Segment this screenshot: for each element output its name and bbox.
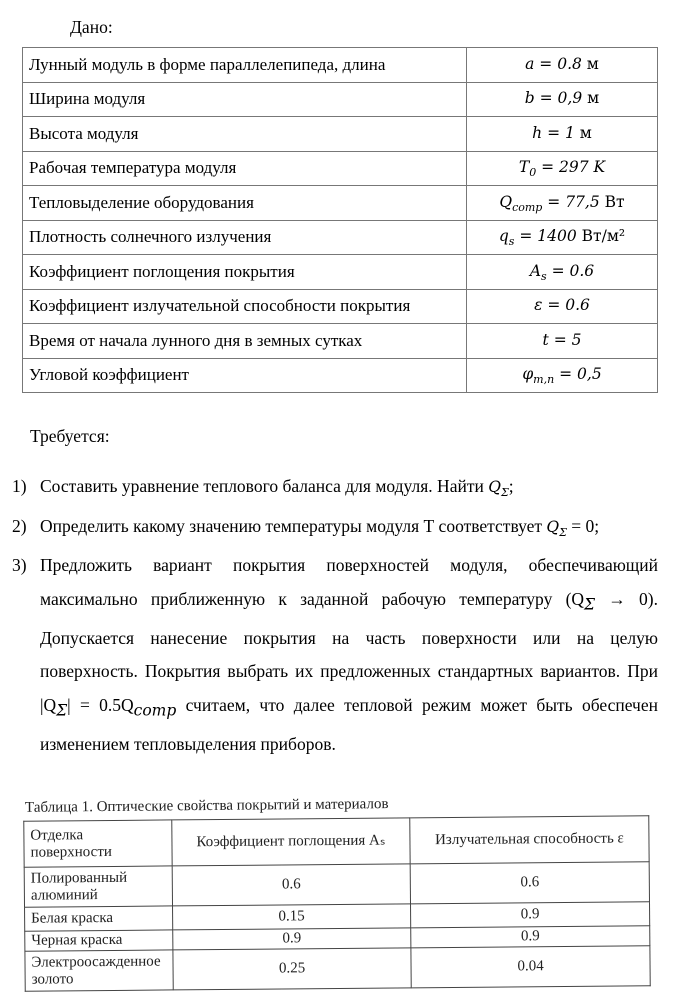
math-sub: 0	[529, 166, 537, 180]
math-eq: = 1	[542, 123, 580, 142]
absorption-cell: 0.6	[172, 864, 410, 906]
math-var: T	[518, 158, 530, 177]
header-cell: Отделка поверхности	[24, 820, 172, 867]
math-sub: Σ	[500, 486, 509, 500]
item-tail: ;	[508, 476, 514, 496]
math-eq: = 1400	[514, 227, 582, 246]
param-value	[467, 186, 658, 221]
item-number: 2)	[12, 515, 27, 536]
math-var: h	[532, 123, 543, 142]
param-label: Высота модуля	[23, 117, 467, 152]
given-title: Дано:	[70, 17, 113, 37]
math-unit: м	[586, 54, 599, 73]
math-eq: = 0,9	[534, 89, 588, 108]
table-row	[23, 289, 658, 324]
list-item	[12, 549, 658, 761]
math-var: φ	[522, 365, 534, 384]
table-row	[23, 358, 658, 393]
math-eq: = 77,5	[542, 192, 605, 211]
param-label: Лунный модуль в форме параллелепипеда, длина	[23, 48, 467, 83]
list-item	[12, 470, 658, 510]
math-sub: s	[508, 235, 515, 249]
param-value	[467, 48, 658, 83]
list-item	[12, 510, 658, 550]
param-value	[467, 117, 658, 152]
math-unit: м	[587, 89, 600, 108]
item-tail: = 0;	[566, 515, 600, 536]
table-row	[23, 186, 658, 221]
item-text: Предложить вариант покрытия поверхностей модуля, обеспечивающий максимально приближенную к заданной рабочую температуру (Q	[40, 555, 658, 609]
math-var: q	[498, 227, 509, 246]
absorption-cell: 0.15	[173, 904, 411, 930]
item-tail: → 0). Допускается нанесение покрытия на часть поверхности или на целую поверхность. Покрытия выбрать их предложенных стандартных вариантов. При |Q	[40, 588, 658, 715]
math-eq: = 0.6	[542, 296, 590, 315]
finish-cell: Черная краска	[25, 930, 173, 951]
math-eq: = 0.8	[534, 54, 587, 73]
table-row	[23, 82, 658, 117]
emissivity-cell: 0.6	[410, 862, 649, 904]
math-var: Q	[488, 478, 501, 496]
param-label: Время от начала лунного дня в земных сутках	[23, 324, 467, 359]
param-label: Ширина модуля	[23, 82, 467, 117]
table-row	[23, 324, 658, 359]
param-value	[467, 220, 658, 255]
param-label: Рабочая температура модуля	[23, 151, 467, 186]
required-list	[12, 470, 658, 761]
item-text: Определить какому значению температуры модуля Т соответствует	[40, 515, 547, 536]
math-sub: Σ	[559, 525, 567, 539]
math-eq: = 5	[548, 330, 582, 349]
item-tail: считаем, что далее тепловой режим может быть обеспечен изменением тепловыделения приборов.	[40, 694, 658, 754]
table-row	[23, 117, 658, 152]
optics-table	[23, 815, 650, 991]
math-unit: м	[579, 123, 592, 142]
absorption-cell: 0.9	[173, 928, 411, 950]
math-sub: s	[541, 269, 547, 283]
param-label: Угловой коэффициент	[23, 358, 467, 393]
math-var: Q	[546, 517, 560, 536]
math-var: ε	[534, 296, 543, 315]
required-title: Требуется:	[30, 426, 110, 446]
math-var: a	[525, 54, 535, 73]
param-label: Коэффициент излучательной способности покрытия	[23, 289, 467, 324]
param-value	[467, 255, 658, 290]
param-label: Тепловыделение оборудования	[23, 186, 467, 221]
header-cell: Излучательная способность ε	[410, 816, 649, 864]
table-row	[23, 255, 658, 290]
item-number: 1)	[12, 476, 27, 496]
math-sub: Σ	[56, 701, 68, 720]
given-table	[22, 47, 658, 393]
math-eq: = 0.6	[546, 261, 595, 280]
item-text: Составить уравнение теплового баланса для модуля. Найти	[40, 476, 489, 496]
finish-cell: Электроосажденное золото	[25, 950, 173, 991]
emissivity-cell: 0.9	[411, 926, 650, 948]
table-header-row	[24, 816, 649, 867]
math-var: A	[529, 261, 542, 280]
math-eq: = 0,5	[554, 365, 602, 384]
emissivity-cell: 0.9	[411, 902, 650, 928]
table-row	[23, 220, 658, 255]
header-cell: Коэффициент поглощения Aₛ	[172, 818, 410, 866]
math-sub: Σ	[584, 595, 596, 614]
param-value	[467, 82, 658, 117]
math-var: t	[542, 330, 549, 349]
param-value	[467, 324, 658, 359]
math-unit: Вт	[604, 192, 625, 211]
table-row	[24, 862, 649, 907]
table-row	[23, 48, 658, 83]
math-eq: = 297 K	[536, 158, 606, 177]
item-tail: | = 0.5Q	[67, 694, 134, 715]
absorption-cell: 0.25	[173, 948, 411, 990]
param-label: Плотность солнечного излучения	[23, 220, 467, 255]
math-sub: comp	[512, 200, 543, 214]
finish-cell: Белая краска	[25, 906, 173, 931]
table-row	[23, 151, 658, 186]
table-row	[25, 946, 650, 991]
math-sub: m,n	[533, 373, 555, 387]
math-sub: comp	[133, 701, 177, 720]
param-value	[467, 151, 658, 186]
math-var: b	[524, 89, 535, 108]
item-number: 3)	[12, 555, 27, 576]
emissivity-cell: 0.04	[411, 946, 650, 988]
param-value	[467, 358, 658, 393]
finish-cell: Полированный алюминий	[24, 866, 172, 907]
param-value	[467, 289, 658, 324]
optics-table-title: Таблица 1. Оптические свойства покрытий и материалов	[24, 796, 389, 816]
math-unit: Вт/м²	[581, 227, 626, 246]
param-label: Коэффициент поглощения покрытия	[23, 255, 467, 290]
math-var: Q	[499, 192, 513, 211]
